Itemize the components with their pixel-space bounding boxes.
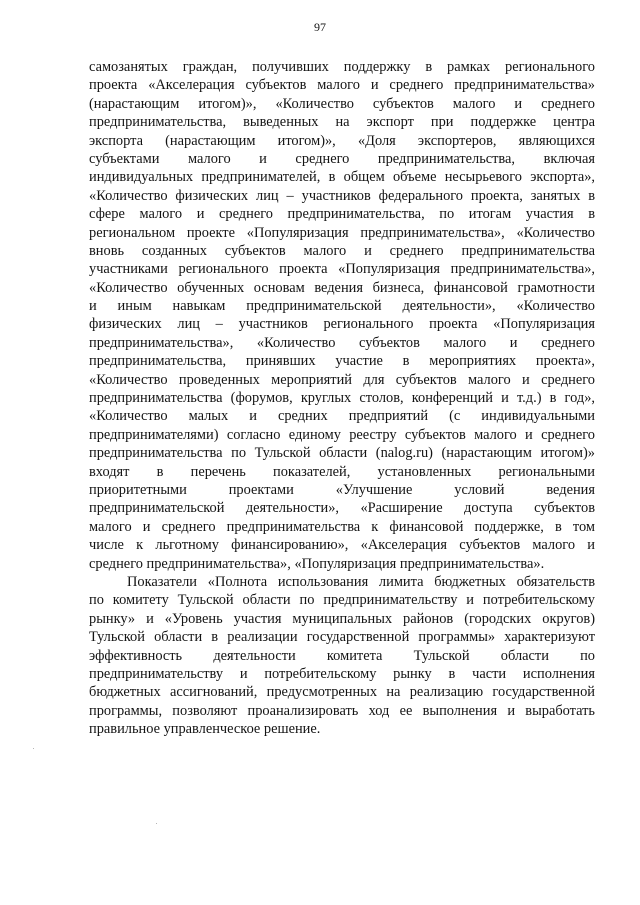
text-line: региональном проекте «Популяризация предпринимательства», «Количество <box>89 224 595 241</box>
text-line: самозанятых граждан, получивших поддержку в рамках регионального <box>89 59 595 75</box>
text-line: и иным навыкам предпринимательской деятельности», «Количество <box>89 298 595 315</box>
text-line: программы, позволяют проанализировать ход ее выполнения и выработать <box>89 702 595 719</box>
text-line: Показатели «Полнота использования лимита бюджетных обязательств <box>127 573 595 590</box>
text-line: проекта «Акселерация субъектов малого и среднего предпринимательства» <box>89 77 595 94</box>
text-line: Тульской области в реализации государственной программы» характеризуют <box>89 629 595 646</box>
text-line: эффективность деятельности комитета Тульской области по <box>89 647 595 664</box>
text-line: предпринимательства», «Количество субъектов малого и среднего <box>89 334 595 351</box>
text-line: (нарастающим итогом)», «Количество субъектов малого и среднего <box>89 95 595 112</box>
scan-speck <box>33 748 34 749</box>
text-line: правильное управленческое решение. <box>89 721 321 738</box>
text-line: физических лиц – участников регионального проекта «Популяризация <box>89 316 595 333</box>
text-line: экспорта (нарастающим итогом)», «Доля экспортеров, являющихся <box>89 132 595 149</box>
text-line: предпринимателями) согласно единому реестру субъектов малого и среднего <box>89 426 595 443</box>
text-line: участниками регионального проекта «Популяризация предпринимательства», <box>89 261 595 278</box>
text-line: бюджетных ассигнований, предусмотренных на реализацию государственной <box>89 684 595 701</box>
text-line: «Количество физических лиц – участников федерального проекта, занятых в <box>89 187 595 204</box>
text-line: числе к льготному финансированию», «Акселерация субъектов малого и <box>89 537 595 554</box>
text-line: предпринимательства (форумов, круглых столов, конференций и т.д.) в год», <box>89 390 595 407</box>
text-line: «Количество обученных основам ведения бизнеса, финансовой грамотности <box>89 279 595 296</box>
text-line: индивидуальных предпринимателей, в общем объеме несырьевого экспорта», <box>89 169 595 186</box>
text-line: малого и среднего предпринимательства к финансовой поддержке, в том <box>89 518 595 535</box>
text-line: сфере малого и среднего предпринимательства, по итогам участия в <box>89 206 595 223</box>
scan-speck <box>156 823 157 824</box>
text-line: приоритетными проектами «Улучшение условий ведения <box>89 481 595 498</box>
text-line: предпринимательства, выведенных на экспорт при поддержке центра <box>89 114 595 131</box>
paragraph-2 <box>89 573 595 739</box>
text-line: входят в перечень показателей, установленных региональными <box>89 463 595 480</box>
paragraph-1 <box>89 58 595 573</box>
text-line: предпринимательства, принявших участие в мероприятиях проекта», <box>89 353 595 370</box>
text-line: вновь созданных субъектов малого и среднего предпринимательства <box>89 242 595 259</box>
page-number: 97 <box>314 20 326 34</box>
text-line: предпринимательства по Тульской области (nalog.ru) (нарастающим итогом)» <box>89 445 595 462</box>
text-line: «Количество малых и средних предприятий (с индивидуальными <box>89 408 595 425</box>
text-line: по комитету Тульской области по предпринимательству и потребительскому <box>89 592 595 609</box>
text-line: рынку» и «Уровень участия муниципальных районов (городских округов) <box>89 610 595 627</box>
text-line: предпринимательской деятельности», «Расширение доступа субъектов <box>89 500 595 517</box>
text-line: субъектами малого и среднего предпринимательства, включая <box>89 150 595 167</box>
document-body <box>89 58 595 738</box>
text-line: «Количество проведенных мероприятий для субъектов малого и среднего <box>89 371 595 388</box>
text-line: предпринимательству и потребительскому рынку в части исполнения <box>89 665 595 682</box>
text-line: среднего предпринимательства», «Популяризация предпринимательства». <box>89 555 545 572</box>
